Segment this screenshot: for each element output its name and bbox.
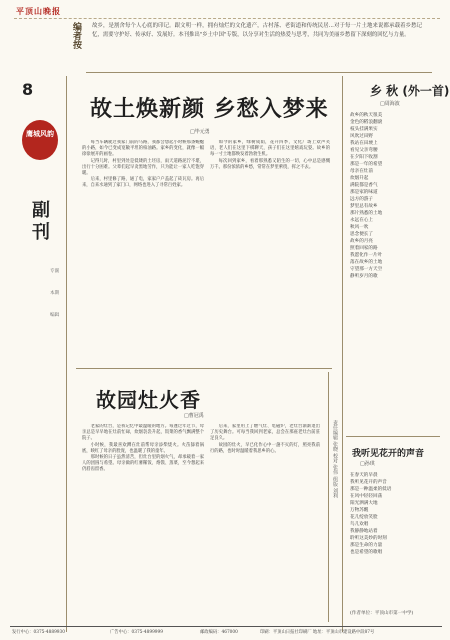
poem1-line: 金色的稻浪翻滚 bbox=[350, 120, 383, 125]
poem2-line: 我静静地站着 bbox=[350, 529, 378, 534]
footer-middle: 广告中心：0375-4899999 bbox=[110, 630, 164, 635]
poem2-line: 鸟儿欢唱 bbox=[350, 522, 369, 527]
poem2-line: 也是希望的歌唱 bbox=[350, 550, 383, 555]
masthead-logo: 平顶山晚报 bbox=[16, 6, 61, 16]
editor-note-tag: 编者按 bbox=[71, 22, 81, 49]
poem2-line: 阳光洒满大地 bbox=[350, 501, 378, 506]
poem1-line: 枝头挂满果实 bbox=[350, 127, 378, 132]
poem2-line: 聆听这美妙的时刻 bbox=[350, 536, 387, 541]
article1-divider bbox=[76, 368, 332, 369]
article1-title: 故土焕新颜 乡愁入梦来 bbox=[90, 97, 329, 122]
section-label-1: 专副 bbox=[50, 269, 60, 274]
article1-body-col2: 如今的家乡，绿树成荫，花开四季，文化广场上欢声笑语，老人们在这里下棋聊天，孩子们在这里嬉戏玩耍。故乡的每一寸土地都焕发着勃勃生机。 每次回到家乡，看着那熟悉又陌生的一切，心中总是感慨万千。那份浓浓的乡愁，常常在梦里萦绕，挥之不去。 bbox=[210, 140, 330, 170]
editor-note-text: 故乡，是割舍每个人心底的印记。跟文明一样，拥有灿烂的文化遗产，古村落、老街道和传统民居...对于每一片土地来说都承载着乡愁记忆，需要守护好、传承好、发展好。本刊推出"乡土中国"专版，以分享对生活的热爱与思考，共同为美丽乡愁留下深刻的回忆与力量。 bbox=[92, 23, 422, 38]
article2-right-divider bbox=[328, 372, 329, 622]
article2-body-col1: 老家的灶台，是我记忆中最温暖的地方。每逢过年过节，母亲总是早早地在灶前忙碌，炊烟袅袅升起，饭菜的香气飘满整个院子。 小时候，我最喜欢蹲在灶前帮母亲添柴烧火。火苗舔着锅底，映红了母亲的脸庞，也温暖了我的童年。 那时候的日子虽然清苦，但灶台里的烟火气，却承载着一家人的团圆与希望。母亲做的红薯稀饭、烙馍、蒸菜，至今想起来仍唇齿留香。 bbox=[82, 424, 204, 473]
poem1-line: 风吹过田野 bbox=[350, 134, 373, 139]
right-column-divider bbox=[342, 76, 343, 632]
article1-body-col1: 每当车辆驶过我家门前的马路，我都会想起小时候那条蜿蜒的小路，如今已变成宽敞平坦的柏油路。家乡的变化，就像一幅徐徐展开的画卷。 记得儿时，村里到处是低矮的土坯房，雨天道路泥泞不堪，出行十分困难。父辈们起早贪黑地劳作，只为能让一家人吃饱穿暖。 后来，村里修了路，通了电，家家户户盖起了砖瓦房。再后来，自来水通到了家门口，网络也进入了寻常百姓家。 bbox=[82, 140, 204, 189]
poem1-line: 故乡的月亮 bbox=[350, 239, 373, 244]
poem2-line: 那是生命的力量 bbox=[350, 543, 383, 548]
poem1-line: 那是一年的希望 bbox=[350, 162, 383, 167]
poem1-line: 静听岁月的歌 bbox=[350, 274, 378, 279]
masthead-divider bbox=[14, 18, 440, 19]
poem1-line: 母亲在灶前 bbox=[350, 169, 373, 174]
poem1-line: 秋风一吹 bbox=[350, 225, 369, 230]
section-label-3: 编辑 bbox=[50, 313, 60, 318]
poem1-title: 乡 秋 (外一首) bbox=[370, 84, 450, 98]
poem1-line: 我愿化作一片叶 bbox=[350, 253, 383, 258]
poem1-line: 我站在田埂上 bbox=[350, 141, 378, 146]
column-badge: 鹰城风韵 bbox=[22, 120, 58, 160]
poem1-line: 梦里总有故乡 bbox=[350, 204, 378, 209]
poem1-line: 故乡的秋天很美 bbox=[350, 113, 383, 118]
editor-note-divider bbox=[86, 72, 432, 73]
footer-left: 发行中心：0375-4889930 bbox=[12, 630, 66, 635]
poem1-line: 那是家的味道 bbox=[350, 190, 378, 195]
poem1-line: 照着回家的路 bbox=[350, 246, 378, 251]
poem1-line: 炊烟升起 bbox=[350, 176, 369, 181]
poem1-line: 思念便长了 bbox=[350, 232, 373, 237]
article1-author: □毕元勇 bbox=[190, 129, 210, 135]
poem1-line: 在夕阳下收割 bbox=[350, 155, 378, 160]
poem-divider bbox=[346, 436, 440, 437]
poem2-line: 在春天的早晨 bbox=[350, 473, 378, 478]
poem1-line: 落在故乡的土地 bbox=[350, 260, 383, 265]
page-number: 8 bbox=[22, 80, 34, 99]
poem1-author: □周海波 bbox=[380, 101, 400, 107]
section-title: 副刊 bbox=[29, 200, 50, 244]
article2-author: □曹冠禹 bbox=[184, 413, 204, 419]
footer-middle2: 邮政编码：467000 bbox=[200, 630, 238, 635]
poem1-line: 永远在心上 bbox=[350, 218, 373, 223]
poem2-note: (作者单位：平顶山市第一中学) bbox=[350, 611, 414, 616]
poem2-line: 万物苏醒 bbox=[350, 508, 369, 513]
left-column-divider bbox=[66, 76, 67, 632]
poem1-line: 那片熟悉的土地 bbox=[350, 211, 383, 216]
article2-title: 故园灶火香 bbox=[96, 388, 201, 412]
poem2-title: 我听见花开的声音 bbox=[352, 449, 425, 459]
poem1-line: 看见父亲弯腰 bbox=[350, 148, 378, 153]
poem2-line: 在风中轻轻回荡 bbox=[350, 494, 383, 499]
section-label-2: 本期 bbox=[50, 291, 60, 296]
poem1-line: 远方的游子 bbox=[350, 197, 373, 202]
poem2-line: 花儿绽放笑脸 bbox=[350, 515, 378, 520]
vertical-editor-info: 责任编辑 张晓 校对 张伟 组版 刘利 bbox=[332, 420, 338, 498]
poem2-line: 我听见花开的声音 bbox=[350, 480, 387, 485]
poem1-line: 满院都是香气 bbox=[350, 183, 378, 188]
poem1-line: 守望那一方天空 bbox=[350, 267, 383, 272]
poem2-author: □孙琪 bbox=[360, 461, 375, 467]
poem2-body bbox=[350, 472, 440, 606]
poem1-body bbox=[350, 112, 440, 418]
poem2-line: 那是一种温柔的低语 bbox=[350, 487, 392, 492]
footer-right: 印刷：平顶山日报社印刷厂 地址：平顶山市建设路中段87号 bbox=[260, 630, 375, 635]
article2-body-col2: 后来，家里用上了燃气灶、电磁炉，老灶台渐渐退出了历史舞台。可每当我回到老家，总会在那座老灶台前驻足良久。 故园的灶火，早已化作心中一盏不灭的灯，照亮我前行的路，也时时温暖着我思乡的心。 bbox=[210, 424, 320, 454]
footer-rule bbox=[10, 626, 442, 627]
